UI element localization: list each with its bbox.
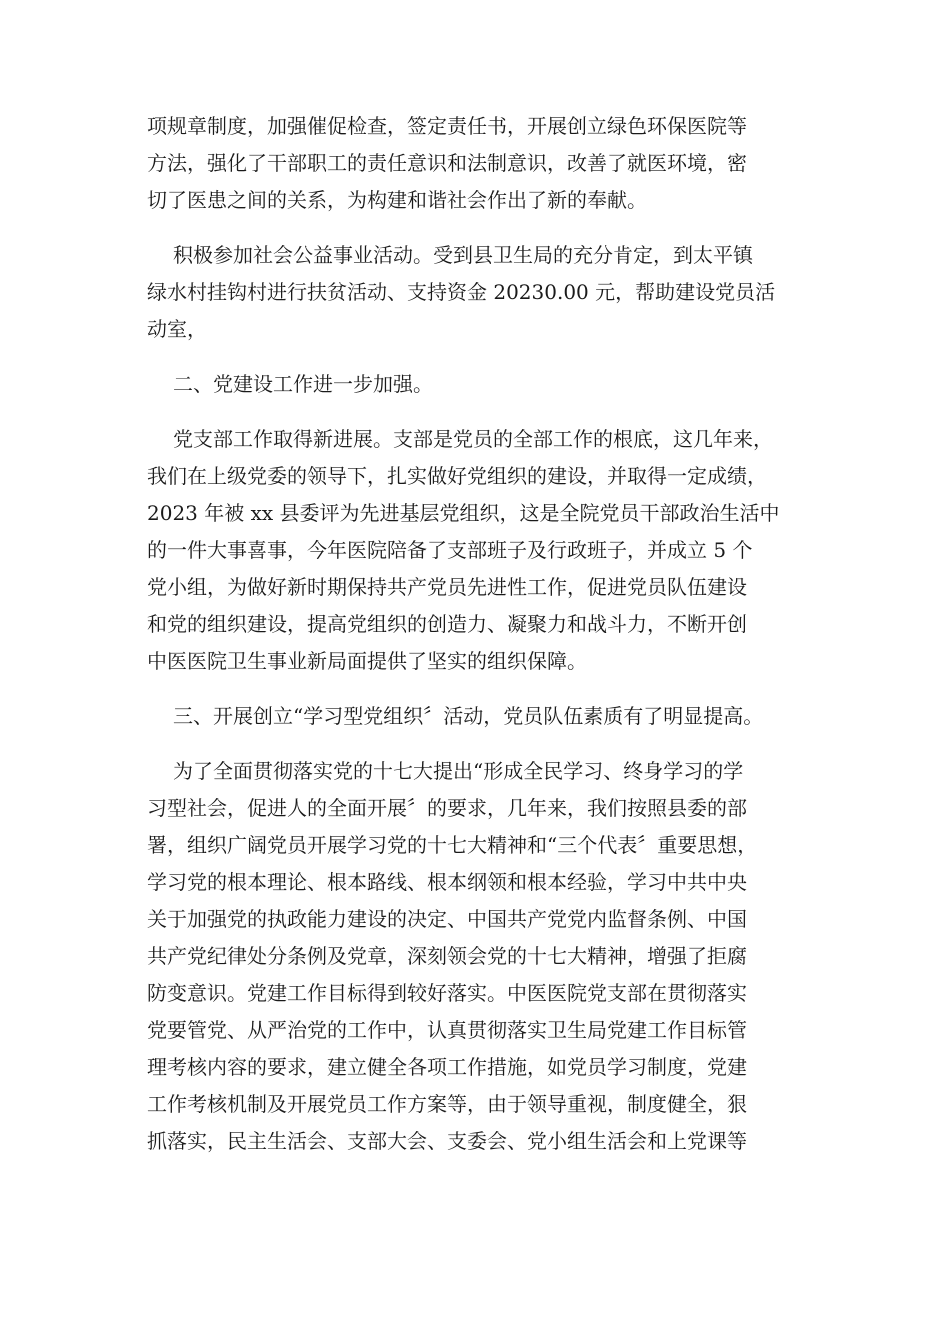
text-line: 切了医患之间的关系，为构建和谐社会作出了新的奉献。 [147, 188, 647, 212]
text-line: 抓落实，民主生活会、支部大会、支委会、党小组生活会和上党课等 [147, 1129, 747, 1153]
section-heading-learning-organization [147, 698, 807, 735]
text-line: 理考核内容的要求，建立健全各项工作措施，如党员学习制度，党建 [147, 1055, 747, 1079]
text-line: 党支部工作取得新进展。支部是党员的全部工作的根底，这几年来， [173, 427, 773, 451]
document-body [147, 108, 807, 1178]
text-line: 为了全面贯彻落实党的十七大提出“形成全民学习、终身学习的学 [173, 759, 744, 783]
paragraph-study-implementation [147, 753, 807, 1160]
text-line: 署，组织广阔党员开展学习党的十七大精神和“三个代表〞重要思想， [147, 833, 758, 857]
text-line: 共产党纪律处分条例及党章，深刻领会党的十七大精神，增强了拒腐 [147, 944, 747, 968]
text-line: 动室， [147, 317, 207, 341]
text-line: 工作考核机制及开展党员工作方案等，由于领导重视，制度健全，狠 [147, 1092, 747, 1116]
heading-text: 三、开展创立“学习型党组织〞活动，党员队伍素质有了明显提高。 [173, 704, 764, 728]
text-line: 关于加强党的执政能力建设的决定、中国共产党党内监督条例、中国 [147, 907, 747, 931]
text-line: 和党的组织建设，提高党组织的创造力、凝聚力和战斗力，不断开创 [147, 612, 747, 636]
text-line: 党小组，为做好新时期保持共产党员先进性工作，促进党员队伍建设 [147, 575, 747, 599]
text-line: 方法，强化了干部职工的责任意识和法制意识，改善了就医环境，密 [147, 151, 747, 175]
text-line: 习型社会，促进人的全面开展〞的要求，几年来，我们按照县委的部 [147, 796, 747, 820]
text-line: 中医医院卫生事业新局面提供了坚实的组织保障。 [147, 649, 587, 673]
text-line: 绿水村挂钩村进行扶贫活动、支持资金 20230.00 元，帮助建设党员活 [147, 280, 776, 304]
text-line: 我们在上级党委的领导下，扎实做好党组织的建设，并取得一定成绩， [147, 464, 767, 488]
paragraph-rules-environment [147, 108, 807, 219]
paragraph-party-branch [147, 421, 807, 680]
text-line: 党要管党、从严治党的工作中，认真贯彻落实卫生局党建工作目标管 [147, 1018, 747, 1042]
heading-text: 二、党建设工作进一步加强。 [173, 372, 433, 396]
text-line: 2023 年被 xx 县委评为先进基层党组织，这是全院党员干部政治生活中 [147, 501, 780, 525]
text-line: 学习党的根本理论、根本路线、根本纲领和根本经验，学习中共中央 [147, 870, 747, 894]
text-line: 项规章制度，加强催促检查，签定责任书，开展创立绿色环保医院等 [147, 114, 747, 138]
text-line: 积极参加社会公益事业活动。受到县卫生局的充分肯定，到太平镇 [173, 243, 753, 267]
section-heading-party-building [147, 366, 807, 403]
text-line: 的一件大事喜事，今年医院陪备了支部班子及行政班子，并成立 5 个 [147, 538, 753, 562]
paragraph-public-welfare [147, 237, 807, 348]
text-line: 防变意识。党建工作目标得到较好落实。中医医院党支部在贯彻落实 [147, 981, 747, 1005]
